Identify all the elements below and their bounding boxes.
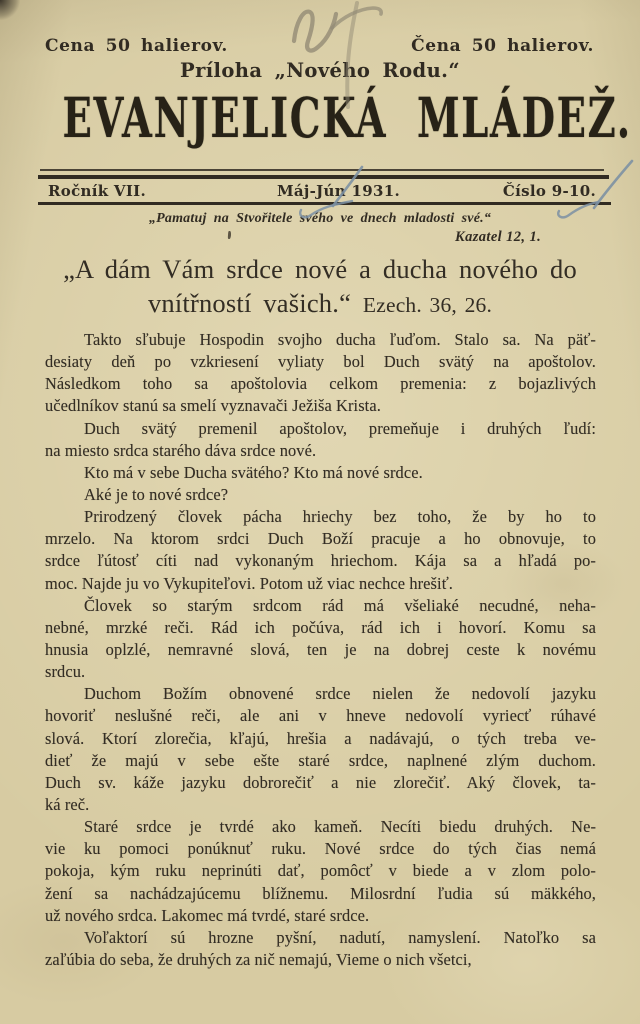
issue-date: Máj-Jún 1931. [276,182,400,200]
volume-label: Ročník VII. [48,182,147,200]
paragraph [45,927,596,971]
masthead-rule-thin [40,169,604,171]
volume-row-rule [38,202,611,205]
text-line: Duchom Božím obnovené srdce nielen že nedovolí jazyku [84,684,596,704]
scan-corner-smudge [0,0,20,20]
headline-line2 [0,286,640,322]
text-line: už nového srdca. Lakomec má tvrdé, staré srdce. [45,905,370,925]
price-left: Cena 50 halierov. [45,36,228,56]
paragraph [45,462,596,484]
text-line: na miesto srdca starého dáva srdce nové. [45,440,317,460]
paragraph [45,683,596,816]
text-line: Voľaktorí sú hrozne pyšní, nadutí, namyslení. Natoľko sa [84,927,596,947]
text-line: ká reč. [45,794,90,814]
text-line: Prirodzený človek pácha hriechy bez toho, že by ho to [84,507,596,527]
price-row [45,36,594,56]
motto-verse: „Pamatuj na Stvořitele svého ve dnech mladosti své.“ [148,211,492,226]
volume-row [48,182,596,200]
text-line: hnusia oplzlé, nemravné slová, ten je na dobrej ceste k novému [45,639,596,659]
headline-bible-reference: Ezech. 36, 26. [362,293,493,317]
motto-source: Kazatel 12, 1. [455,229,542,245]
text-line: vie ku pomoci ponúknuť ruku. Nové srdce do tých čias nemá [45,839,596,859]
text-line: moc. Najde ju vo Vykupiteľovi. Potom už viac nechce hrešiť. [45,573,453,593]
masthead-rule-thick [38,175,609,179]
masthead-title: EVANJELICKÁ MLÁDEŽ. [62,86,632,151]
article-body [45,329,596,971]
text-line: mrzelo. Na ktorom srdci Duch Boží pracuje a ho obnovuje, to [45,529,596,549]
text-line: Staré srdce je tvrdé ako kameň. Necíti biedu druhých. Ne- [84,817,596,837]
ink-speck [228,231,231,239]
paragraph [45,595,596,684]
paragraph [45,418,596,462]
text-line: učedlníkov stanú sa smelí vyznavači Ježiša Krista. [45,396,381,416]
supplement-note: Príloha „Nového Rodu.“ [180,59,460,82]
masthead-wrap [0,86,640,151]
paragraph [45,329,596,418]
text-line: hovoriť neslušné reči, ale ani v hneve nedovolí vyriecť rúhavé [45,706,596,726]
text-line: Následkom toho sa apoštolovia celkom premenia: z bojazlivých [45,374,596,394]
paragraph [45,816,596,927]
text-line: slová. Ktorí zlorečia, kľajú, hrešia a nadávajú, o tých treba ve- [45,728,596,748]
text-line: srdce ľútosť cíti nad vykonaným hriechom. Kája sa a hľadá po- [45,551,596,571]
text-line: pokoja, kým ruku neprinúti dať, pomôcť v biede a v zlom polo- [45,861,596,881]
text-line: Takto sľubuje Hospodin svojho ducha ľuďom. Stalo sa. Na päť- [84,330,596,349]
headline-line1: „A dám Vám srdce nové a ducha nového do [63,254,577,284]
paragraph [45,484,596,506]
text-line: zaľúbia do seba, že druhých za nič nemajú, Vieme o nich všetci, [45,949,472,969]
price-right: Čena 50 halierov. [411,36,594,56]
text-line: Duch svätý premenil apoštolov, premeňuje i druhých ľudí: [84,418,596,438]
text-line: Aké je to nové srdce? [84,484,229,504]
article-headline [0,252,640,322]
text-line: žení sa nachádzajúcemu blížnemu. Milosrdní ľudia sú mäkkého, [45,883,596,903]
paragraph [45,506,596,595]
text-line: Človek so starým srdcom rád má všeliaké necudné, neha- [84,595,596,615]
issue-number: Číslo 9-10. [502,182,596,200]
text-line: Kto má v sebe Ducha svätého? Kto má nové srdce. [84,462,423,482]
text-line: nebné, mrzké reči. Rád ich počúva, rád ich i hovorí. Komu sa [45,617,596,637]
text-line: srdcu. [45,662,86,682]
text-line: Duch sv. káže jazyku dobrorečiť a nie zlorečiť. Aký človek, ta- [45,772,596,792]
headline-line2-text: vnítřností vašich.“ [147,288,352,318]
text-line: dieť že majú v sebe ešte staré srdce, naplnené zlým duchom. [45,750,596,770]
text-line: desiaty deň po vzkriesení vyliaty bol Duch svätý na apoštolov. [45,352,596,372]
